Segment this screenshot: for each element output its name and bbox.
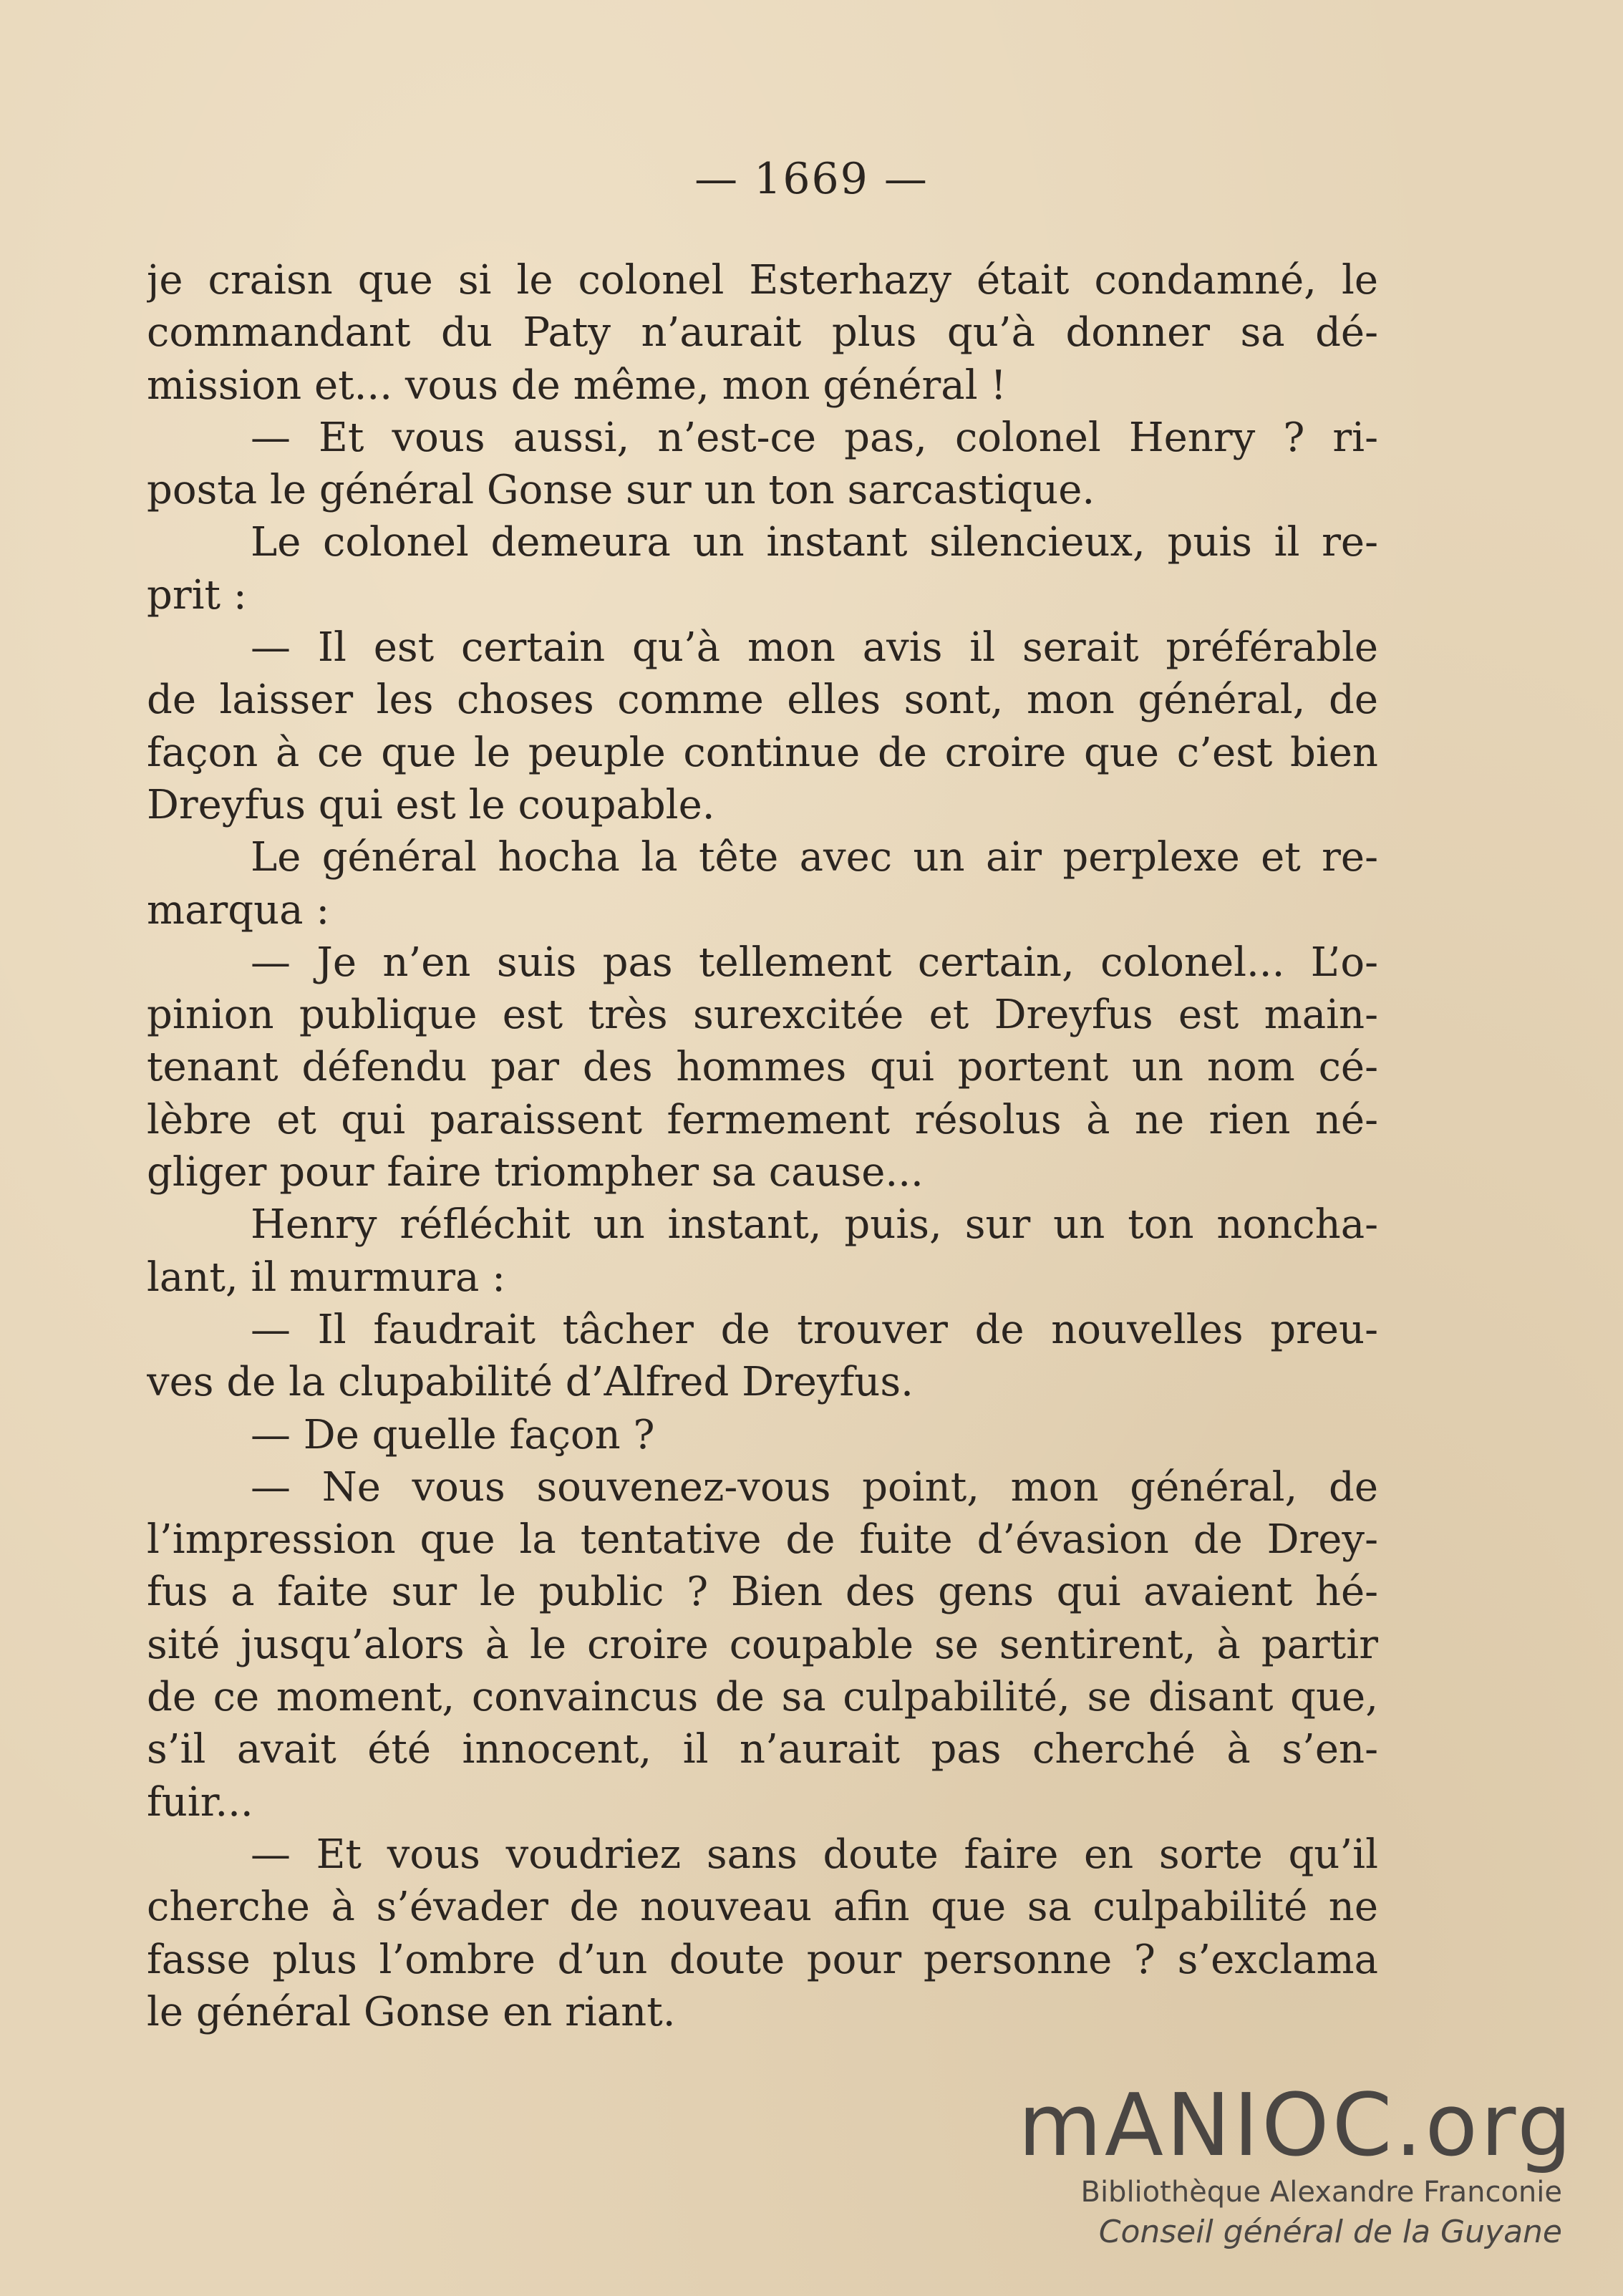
text-line: fus a faite sur le public ? Bien des gens qui avaient hé-	[147, 1569, 1378, 1616]
page-number: — 1669 —	[694, 154, 929, 204]
text-line: — Il faudrait tâcher de trouver de nouvelles preu-	[251, 1306, 1378, 1353]
text-line: gliger pour faire triompher sa cause...	[147, 1149, 924, 1196]
text-line: — Il est certain qu’à mon avis il serait préférable	[251, 624, 1378, 672]
text-line: lant, il murmura :	[147, 1254, 506, 1301]
text-line: — Et vous voudriez sans doute faire en sorte qu’il	[251, 1831, 1378, 1878]
text-line: je craisn que si le colonel Esterhazy était condamné, le	[147, 257, 1378, 304]
text-line: pinion publique est très surexcitée et Dreyfus est main-	[147, 992, 1378, 1039]
text-line: sité jusqu’alors à le croire coupable se sentirent, à partir	[147, 1621, 1378, 1668]
text-line: Le général hocha la tête avec un air perplexe et re-	[251, 834, 1378, 881]
manioc-logo: mANIOC.org	[1018, 2076, 1575, 2176]
text-line: fasse plus l’ombre d’un doute pour personne ? s’exclama	[147, 1936, 1378, 1983]
library-watermark	[1018, 2076, 1575, 2253]
text-line: fuir...	[147, 1778, 253, 1826]
text-line: le général Gonse en riant.	[147, 1988, 676, 2035]
text-line: prit :	[147, 571, 247, 619]
text-line: cherche à s’évader de nouveau afin que sa culpabilité ne	[147, 1884, 1378, 1931]
text-line: l’impression que la tentative de fuite d’évasion de Drey-	[147, 1516, 1378, 1564]
text-line: Henry réfléchit un instant, puis, sur un ton noncha-	[251, 1201, 1378, 1249]
text-line: s’il avait été innocent, il n’aurait pas cherché à s’en-	[147, 1726, 1378, 1773]
text-line: de ce moment, convaincus de sa culpabilité, se disant que,	[147, 1674, 1378, 1721]
text-line: tenant défendu par des hommes qui portent un nom cé-	[147, 1044, 1378, 1091]
text-line: — De quelle façon ?	[251, 1411, 655, 1458]
text-line: Dreyfus qui est le coupable.	[147, 781, 715, 828]
text-line: Le colonel demeura un instant silencieux, puis il re-	[251, 519, 1378, 566]
text-line: de laisser les choses comme elles sont, mon général, de	[147, 677, 1378, 724]
text-line: posta le général Gonse sur un ton sarcastique.	[147, 467, 1095, 514]
text-line: façon à ce que le peuple continue de croire que c’est bien	[147, 729, 1378, 776]
text-line: — Et vous aussi, n’est-ce pas, colonel Henry ? ri-	[251, 414, 1378, 461]
watermark-library-name: Bibliothèque Alexandre Franconie	[1080, 2176, 1562, 2209]
text-line: ves de la clupabilité d’Alfred Dreyfus.	[147, 1359, 914, 1406]
text-line: mission et... vous de même, mon général !	[147, 362, 1007, 409]
text-line: — Je n’en suis pas tellement certain, colonel... L’o-	[251, 939, 1378, 986]
text-line: marqua :	[147, 886, 330, 934]
watermark-council-name: Conseil général de la Guyane	[1098, 2214, 1562, 2250]
text-line: commandant du Paty n’aurait plus qu’à donner sa dé-	[147, 309, 1378, 357]
text-line: — Ne vous souvenez-vous point, mon général, de	[251, 1463, 1378, 1511]
text-line: lèbre et qui paraissent fermement résolus à ne rien né-	[147, 1096, 1378, 1143]
body-text	[147, 254, 1378, 2038]
